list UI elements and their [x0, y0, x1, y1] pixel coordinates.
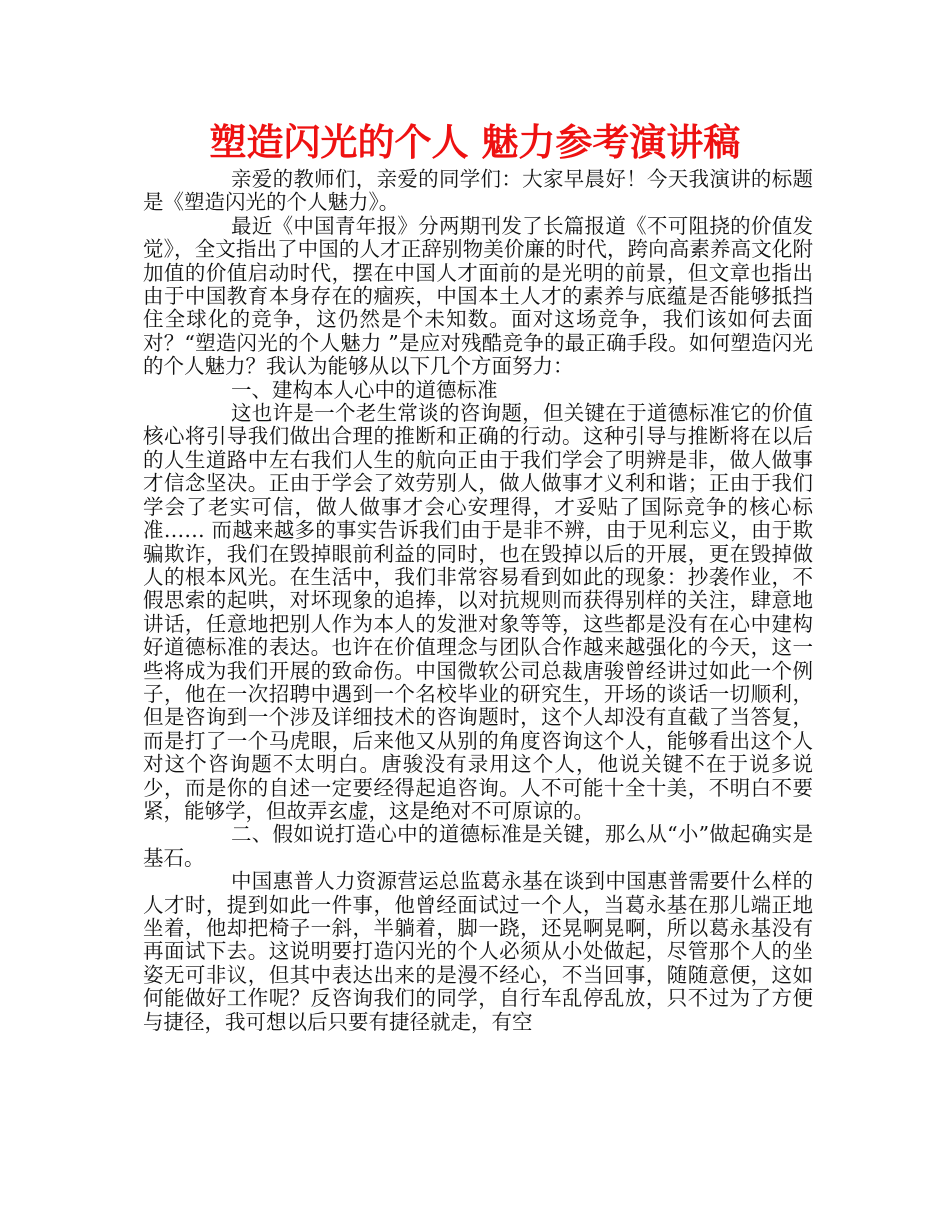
section-heading-2: 二、假如说打造心中的道德标准是关键，那么从“小”做起确实是基石。 [143, 822, 813, 870]
document-body [143, 168, 813, 1034]
document-title: 塑造闪光的个人 魅力参考演讲稿 [209, 121, 741, 164]
paragraph-introduction: 最近《中国青年报》分两期刊发了长篇报道《不可阻挠的价值发觉》，全文指出了中国的人才正辞别物美价廉的时代，跨向高素养高文化附加值的价值启动时代，摆在中国人才面前的是光明的前景，但文章也指出由于中国教育本身存在的痼疾，中国本土人才的素养与底蕴是否能够抵挡住全球化的竞争，这仍然是个未知数。面对这场竞争，我们该如何去面对？“塑造闪光的个人魅力 ”是应对残酷竞争的最正确手段。如何塑造闪光的个人魅力？我认为能够从以下几个方面努力： [143, 213, 813, 379]
paragraph-section-2: 中国惠普人力资源营运总监葛永基在谈到中国惠普需要什么样的人才时，提到如此一件事，他曾经面试过一个人，当葛永基在那儿端正地坐着，他却把椅子一斜，半躺着，脚一跷，还晃啊晃啊，所以葛永基没有再面试下去。这说明要打造闪光的个人必须从小处做起，尽管那个人的坐姿无可非议，但其中表达出来的是漫不经心，不当回事，随随意便，这如何能做好工作呢？反咨询我们的同学，自行车乱停乱放，只不过为了方便与捷径，我可想以后只要有捷径就走，有空 [143, 869, 813, 1034]
paragraph-section-1: 这也许是一个老生常谈的咨询题，但关键在于道德标准它的价值核心将引导我们做出合理的推断和正确的行动。这种引导与推断将在以后的人生道路中左右我们人生的航向正由于我们学会了明辨是非，做人做事才信念坚决。正由于学会了效劳别人，做人做事才义利和谐；正由于我们学会了老实可信，做人做事才会心安理得，才妥贴了国际竞争的核心标准…… 而越来越多的事实告诉我们由于是非不辨，由于见利忘义，由于欺骗欺诈，我们在毁掉眼前利益的同时，也在毁掉以后的开展，更在毁掉做人的根本风光。在生活中，我们非常容易看到如此的现象：抄袭作业，不假思索的起哄，对坏现象的追捧，以对抗规则而获得别样的关注，肆意地讲话，任意地把别人作为本人的发泄对象等等，这些都是没有在心中建构好道德标准的表达。也许在价值理念与团队合作越来越强化的今天，这一些将成为我们开展的致命伤。中国微软公司总裁唐骏曾经讲过如此一个例子，他在一次招聘中遇到一个名校毕业的研究生，开场的谈话一切顺利，但是咨询到一个涉及详细技术的咨询题时，这个人却没有直截了当答复，而是打了一个马虎眼，后来他又从别的角度咨询这个人，能够看出这个人对这个咨询题不太明白。唐骏没有录用这个人，他说关键不在于说多说少，而是你的自述一定要经得起追咨询。人不可能十全十美，不明白不要紧，能够学，但故弄玄虚，这是绝对不可原谅的。 [143, 401, 813, 823]
paragraph-greeting: 亲爱的教师们，亲爱的同学们：大家早晨好！今天我演讲的标题是《塑造闪光的个人魅力》。 [143, 167, 813, 215]
section-heading-1: 一、建构本人心中的道德标准 [231, 377, 498, 402]
